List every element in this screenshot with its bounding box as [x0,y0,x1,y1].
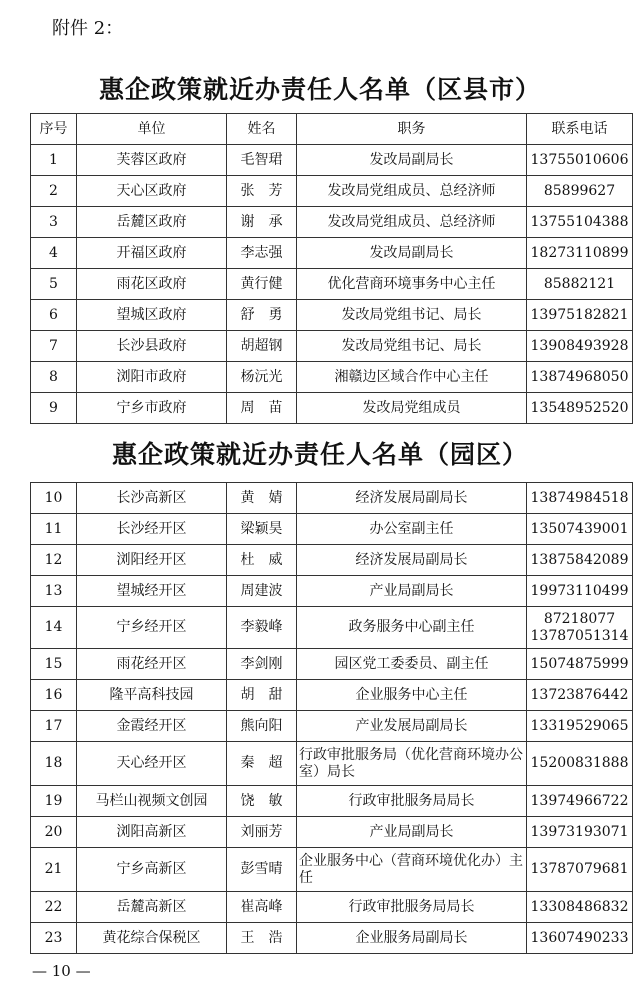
cell-unit: 芙蓉区政府 [77,145,227,176]
cell-position: 发改局党组成员、总经济师 [297,207,527,238]
table-row [31,362,633,393]
table-row [31,711,633,742]
cell-position: 企业服务中心（营商环境优化办）主任 [297,848,527,892]
cell-phone: 13874968050 [527,362,633,393]
cell-phone: 87218077 13787051314 [527,607,633,649]
cell-position: 发改局党组书记、局长 [297,300,527,331]
cell-name: 谢 承 [227,207,297,238]
cell-name: 杜 威 [227,545,297,576]
table-row [31,923,633,954]
cell-serial: 10 [31,483,77,514]
cell-serial: 6 [31,300,77,331]
cell-serial: 15 [31,649,77,680]
cell-position: 行政审批服务局（优化营商环境办公室）局长 [297,742,527,786]
cell-unit: 岳麓区政府 [77,207,227,238]
cell-phone: 85899627 [527,176,633,207]
park-responsible-table [30,482,633,954]
cell-phone: 13319529065 [527,711,633,742]
cell-position: 政务服务中心副主任 [297,607,527,649]
cell-serial: 11 [31,514,77,545]
table2-title: 惠企政策就近办责任人名单（园区） [111,440,528,469]
table-row [31,848,633,892]
cell-name: 饶 敏 [227,786,297,817]
table-row [31,576,633,607]
cell-name: 王 浩 [227,923,297,954]
table-row [31,145,633,176]
cell-position: 经济发展局副局长 [297,483,527,514]
cell-serial: 19 [31,786,77,817]
cell-name: 黄 婧 [227,483,297,514]
cell-position: 行政审批服务局局长 [297,786,527,817]
table-row [31,817,633,848]
cell-phone: 13974966722 [527,786,633,817]
cell-position: 发改局副局长 [297,145,527,176]
cell-serial: 17 [31,711,77,742]
cell-unit: 浏阳市政府 [77,362,227,393]
table-row [31,207,633,238]
table-header-row [31,114,633,145]
table-row [31,607,633,649]
cell-name: 秦 超 [227,742,297,786]
cell-position: 发改局党组成员 [297,393,527,424]
page-number: — 10 — [32,962,91,980]
cell-name: 李志强 [227,238,297,269]
cell-name: 彭雪晴 [227,848,297,892]
cell-unit: 宁乡经开区 [77,607,227,649]
cell-unit: 开福区政府 [77,238,227,269]
cell-unit: 宁乡高新区 [77,848,227,892]
cell-name: 胡 甜 [227,680,297,711]
cell-phone: 13973193071 [527,817,633,848]
cell-name: 黄行健 [227,269,297,300]
cell-serial: 5 [31,269,77,300]
cell-phone: 13308486832 [527,892,633,923]
cell-unit: 长沙县政府 [77,331,227,362]
cell-phone: 18273110899 [527,238,633,269]
table-row [31,393,633,424]
cell-name: 李毅峰 [227,607,297,649]
cell-serial: 16 [31,680,77,711]
cell-phone: 13755010606 [527,145,633,176]
cell-name: 张 芳 [227,176,297,207]
cell-phone: 13607490233 [527,923,633,954]
cell-serial: 14 [31,607,77,649]
cell-name: 杨沅光 [227,362,297,393]
cell-serial: 21 [31,848,77,892]
cell-position: 企业服务局副局长 [297,923,527,954]
cell-serial: 1 [31,145,77,176]
cell-position: 行政审批服务局局长 [297,892,527,923]
table-row [31,269,633,300]
table-row [31,786,633,817]
table-row [31,514,633,545]
cell-position: 园区党工委委员、副主任 [297,649,527,680]
cell-unit: 长沙经开区 [77,514,227,545]
cell-position: 产业发展局副局长 [297,711,527,742]
cell-serial: 18 [31,742,77,786]
cell-name: 舒 勇 [227,300,297,331]
table-row [31,545,633,576]
cell-name: 周建波 [227,576,297,607]
cell-serial: 8 [31,362,77,393]
cell-phone: 13507439001 [527,514,633,545]
cell-unit: 隆平高科技园 [77,680,227,711]
attachment-label: 附件 2： [52,18,124,39]
cell-unit: 黄花综合保税区 [77,923,227,954]
cell-phone: 13908493928 [527,331,633,362]
county-responsible-table [30,113,633,424]
cell-serial: 13 [31,576,77,607]
cell-position: 办公室副主任 [297,514,527,545]
cell-name: 熊向阳 [227,711,297,742]
table1-title: 惠企政策就近办责任人名单（区县市） [98,75,541,104]
cell-serial: 12 [31,545,77,576]
table-row [31,238,633,269]
cell-unit: 岳麓高新区 [77,892,227,923]
cell-name: 李剑刚 [227,649,297,680]
cell-name: 周 苗 [227,393,297,424]
table-row [31,742,633,786]
cell-serial: 4 [31,238,77,269]
cell-phone: 13548952520 [527,393,633,424]
cell-phone: 13723876442 [527,680,633,711]
cell-phone: 85882121 [527,269,633,300]
cell-position: 企业服务中心主任 [297,680,527,711]
cell-position: 发改局副局长 [297,238,527,269]
cell-name: 梁颖昊 [227,514,297,545]
cell-phone: 15074875999 [527,649,633,680]
cell-unit: 马栏山视频文创园 [77,786,227,817]
cell-phone: 15200831888 [527,742,633,786]
cell-unit: 宁乡市政府 [77,393,227,424]
cell-unit: 雨花区政府 [77,269,227,300]
cell-phone: 13975182821 [527,300,633,331]
table-row [31,176,633,207]
cell-position: 发改局党组书记、局长 [297,331,527,362]
cell-name: 刘丽芳 [227,817,297,848]
table-row [31,892,633,923]
cell-name: 胡超钢 [227,331,297,362]
cell-unit: 天心区政府 [77,176,227,207]
cell-unit: 天心经开区 [77,742,227,786]
cell-phone: 13875842089 [527,545,633,576]
cell-position: 经济发展局副局长 [297,545,527,576]
cell-serial: 20 [31,817,77,848]
cell-unit: 金霞经开区 [77,711,227,742]
cell-unit: 浏阳高新区 [77,817,227,848]
cell-phone: 13787079681 [527,848,633,892]
cell-position: 产业局副局长 [297,817,527,848]
table-row [31,331,633,362]
table-row [31,680,633,711]
header-phone: 联系电话 [527,114,633,145]
cell-phone: 13755104388 [527,207,633,238]
cell-position: 湘赣边区域合作中心主任 [297,362,527,393]
cell-position: 产业局副局长 [297,576,527,607]
table-row [31,300,633,331]
cell-unit: 望城区政府 [77,300,227,331]
cell-serial: 23 [31,923,77,954]
cell-name: 毛智珺 [227,145,297,176]
cell-unit: 长沙高新区 [77,483,227,514]
cell-unit: 雨花经开区 [77,649,227,680]
cell-name: 崔高峰 [227,892,297,923]
cell-serial: 22 [31,892,77,923]
cell-position: 优化营商环境事务中心主任 [297,269,527,300]
cell-serial: 2 [31,176,77,207]
table-row [31,649,633,680]
cell-unit: 浏阳经开区 [77,545,227,576]
header-unit: 单位 [77,114,227,145]
cell-position: 发改局党组成员、总经济师 [297,176,527,207]
cell-phone: 13874984518 [527,483,633,514]
table-row [31,483,633,514]
cell-serial: 9 [31,393,77,424]
header-name: 姓名 [227,114,297,145]
cell-serial: 3 [31,207,77,238]
header-serial: 序号 [31,114,77,145]
cell-phone: 19973110499 [527,576,633,607]
cell-serial: 7 [31,331,77,362]
cell-unit: 望城经开区 [77,576,227,607]
header-position: 职务 [297,114,527,145]
